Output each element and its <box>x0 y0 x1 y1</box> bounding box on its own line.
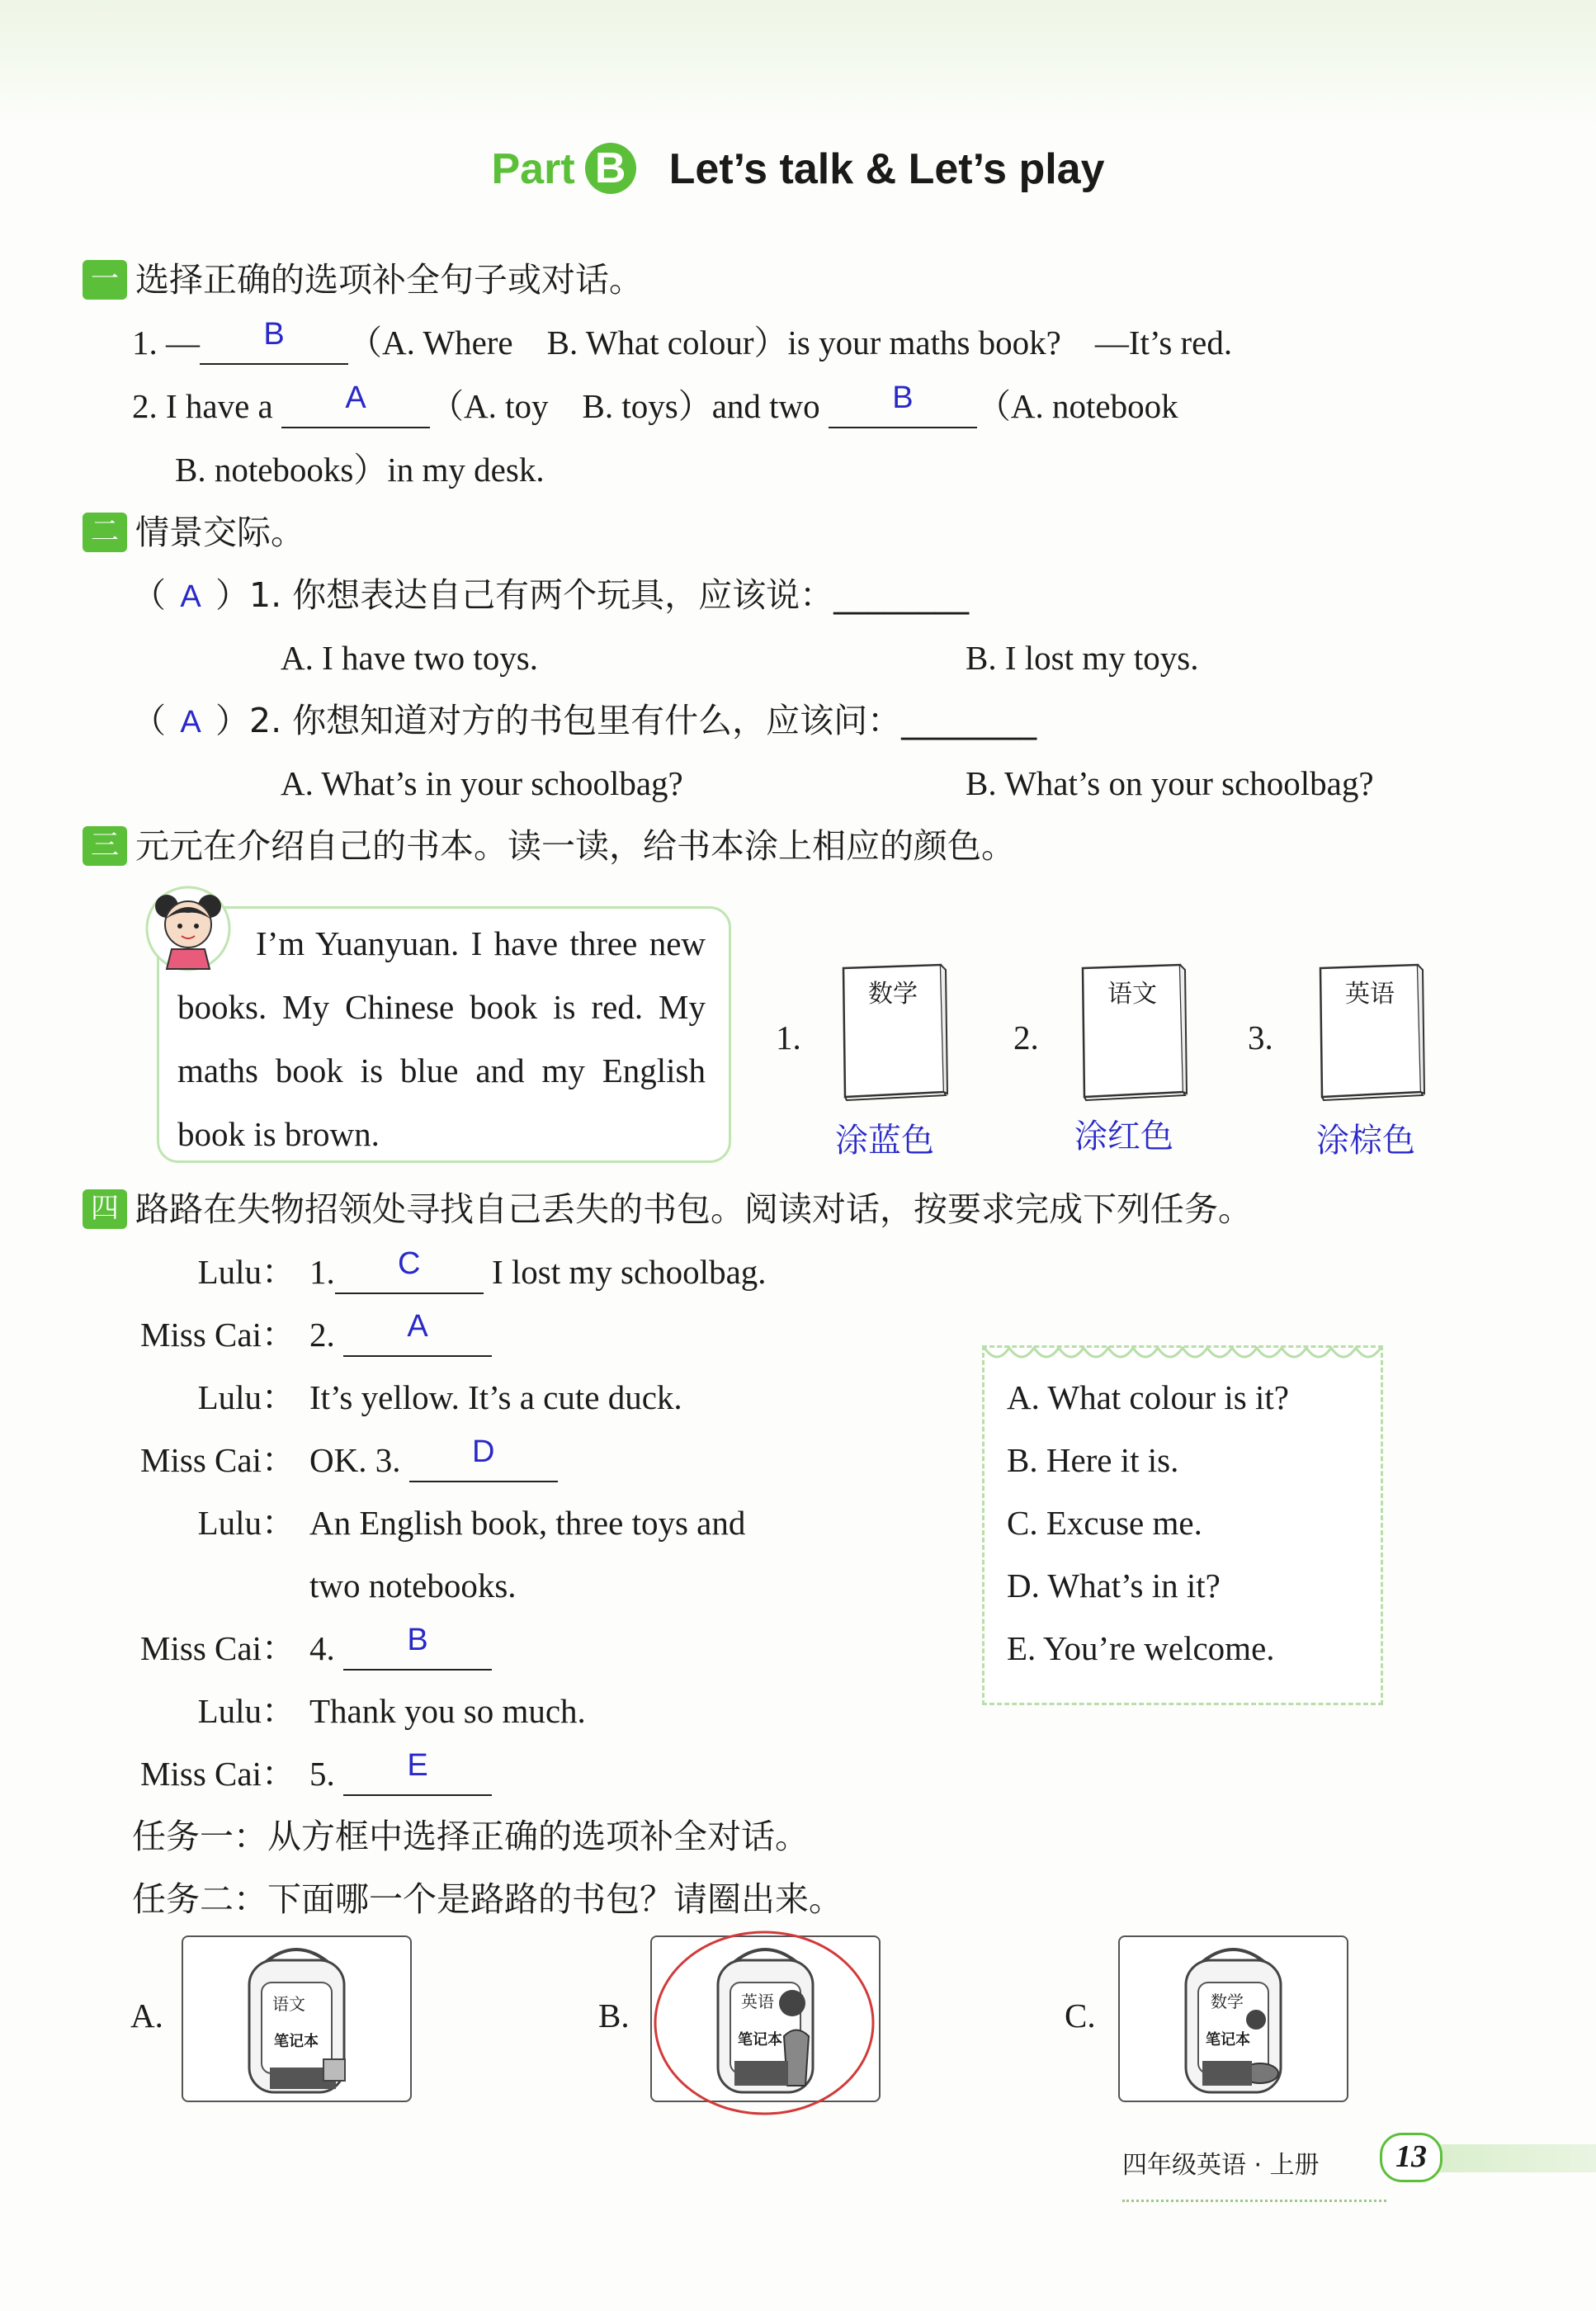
book-3-subject: 英语 <box>1345 980 1395 1009</box>
dialogue-speaker-7: Miss Cai： <box>140 1629 295 1667</box>
bag-b-book-text: 英语 <box>741 1992 774 2011</box>
dialogue-answer-5: E <box>407 1748 428 1783</box>
dialogue-blank-5[interactable] <box>343 1748 492 1796</box>
book-2-number: 2. <box>1013 1018 1039 1056</box>
book-1-color-label: 涂蓝色 <box>835 1122 934 1160</box>
dialogue-2-number: 2. <box>309 1316 335 1354</box>
section-3-number: 三 <box>83 826 127 866</box>
s1-q2-blank-1[interactable] <box>281 380 430 428</box>
book-2-subject: 语文 <box>1107 980 1157 1009</box>
math-book[interactable] <box>835 962 951 1102</box>
s1-q1-prefix: 1. — <box>132 324 200 362</box>
book-2-color-label: 涂红色 <box>1074 1118 1173 1156</box>
dialogue-speaker-8: Lulu： <box>197 1692 295 1730</box>
dialogue-answer-2: A <box>407 1309 428 1344</box>
bag-c-label: C. <box>1065 1997 1096 2035</box>
dialogue-line-7 <box>309 1623 492 1671</box>
option-a: A. What colour is it? <box>1007 1378 1289 1416</box>
footer-divider <box>1122 2200 1386 2202</box>
bag-option-a[interactable] <box>182 1935 412 2102</box>
option-e: E. You’re welcome. <box>1007 1629 1275 1667</box>
s2-q2-text: ）2. 你想知道对方的书包里有什么，应该问：________ <box>215 701 1037 740</box>
page-title <box>0 144 1596 197</box>
section-4-heading <box>83 1187 1252 1231</box>
book-1-subject: 数学 <box>868 980 918 1009</box>
s1-q2-prefix: 2. I have a <box>132 387 273 425</box>
s2-q1-text: ）1. 你想表达自己有两个玩具，应该说：________ <box>215 575 970 615</box>
bag-a-label: A. <box>130 1997 163 2035</box>
dialogue-line-3: It’s yellow. It’s a cute duck. <box>309 1378 682 1416</box>
bag-b-label: B. <box>598 1997 630 2035</box>
s1-q2-answer-1: A <box>345 380 366 415</box>
lesson-title: Let’s talk & Let’s play <box>668 145 1105 193</box>
dialogue-blank-1[interactable] <box>335 1246 484 1294</box>
s1-q2-continued: B. notebooks）in my desk. <box>175 451 545 489</box>
dialogue-speaker-3: Lulu： <box>197 1378 295 1416</box>
chinese-book[interactable] <box>1074 962 1190 1102</box>
s2-q2-paren: （ <box>132 701 166 740</box>
s2-q1-answer[interactable]: A <box>180 579 201 614</box>
dialogue-line-9 <box>309 1748 492 1796</box>
s2-q1-option-b: B. I lost my toys. <box>966 639 1199 677</box>
bag-c-book-text: 数学 <box>1211 1992 1244 2011</box>
section-1-number: 一 <box>83 260 127 300</box>
part-letter-badge: B <box>585 143 636 194</box>
dialogue-1-number: 1. <box>309 1253 335 1291</box>
answer-circle-icon <box>649 1927 881 2117</box>
dialogue-speaker-1: Lulu： <box>197 1253 295 1291</box>
bag-c-notebook-text: 笔记本 <box>1206 2031 1250 2049</box>
dialogue-answer-3: D <box>471 1434 495 1469</box>
dialogue-line-8: Thank you so much. <box>309 1692 586 1730</box>
bag-b-notebook-text: 笔记本 <box>738 2031 782 2049</box>
option-c: C. Excuse me. <box>1007 1504 1202 1542</box>
section-2-title: 情景交际。 <box>135 513 305 552</box>
s2-question-1 <box>132 573 969 617</box>
s2-question-2 <box>132 698 1036 743</box>
dialogue-speaker-4: Miss Cai： <box>140 1441 295 1479</box>
s1-q2-text: （A. notebook <box>976 387 1178 425</box>
section-4-number: 四 <box>83 1189 127 1229</box>
part-label: Part <box>491 145 575 193</box>
option-b: B. Here it is. <box>1007 1441 1179 1479</box>
dialogue-speaker-5: Lulu： <box>197 1504 295 1542</box>
dialogue-line-5: An English book, three toys and <box>309 1504 746 1542</box>
book-3-number: 3. <box>1248 1018 1273 1056</box>
s2-q2-answer[interactable]: A <box>180 705 201 740</box>
section-2-number: 二 <box>83 513 127 552</box>
s1-question-1 <box>132 317 1233 365</box>
s2-q1-paren: （ <box>132 575 166 615</box>
s1-q2-blank-2[interactable] <box>829 380 977 428</box>
bag-option-c[interactable] <box>1118 1935 1348 2102</box>
book-3-color-label: 涂棕色 <box>1316 1122 1415 1160</box>
page-number: 13 <box>1380 2133 1443 2182</box>
dialogue-answer-4: B <box>407 1623 428 1657</box>
task-2: 任务二：下面哪一个是路路的书包？请圈出来。 <box>132 1879 843 1919</box>
dialogue-line-4 <box>309 1434 558 1482</box>
s1-q1-text: （A. Where B. What colour）is your maths book? —It’s red. <box>348 324 1233 362</box>
dialogue-4-text: OK. 3. <box>309 1441 401 1479</box>
scallop-border-icon <box>985 1346 1381 1364</box>
section-1-heading <box>83 258 643 302</box>
dialogue-answer-1: C <box>398 1246 421 1281</box>
header-band <box>0 0 1596 124</box>
s1-q1-blank[interactable] <box>200 317 348 365</box>
s2-q2-option-b: B. What’s on your schoolbag? <box>966 764 1374 802</box>
s2-q1-option-a: A. I have two toys. <box>281 639 539 677</box>
book-1-number: 1. <box>776 1018 801 1056</box>
s1-q2-answer-2: B <box>892 380 914 415</box>
dialogue-blank-2[interactable] <box>343 1309 492 1357</box>
dialogue-9-number: 5. <box>309 1755 335 1793</box>
s1-q2-middle: （A. toy B. toys）and two <box>430 387 820 425</box>
s1-q1-answer: B <box>263 317 285 352</box>
dialogue-7-number: 4. <box>309 1629 335 1667</box>
dialogue-speaker-2: Miss Cai： <box>140 1316 295 1354</box>
section-3-title: 元元在介绍自己的书本。读一读，给书本涂上相应的颜色。 <box>135 826 1015 866</box>
section-3-heading <box>83 824 1015 868</box>
section-1-title: 选择正确的选项补全句子或对话。 <box>135 260 643 300</box>
dialogue-line-6: two notebooks. <box>309 1567 517 1604</box>
s1-question-2 <box>132 380 1178 428</box>
dialogue-blank-3[interactable] <box>409 1434 558 1482</box>
dialogue-speaker-9: Miss Cai： <box>140 1755 295 1793</box>
section-4-title: 路路在失物招领处寻找自己丢失的书包。阅读对话，按要求完成下列任务。 <box>135 1189 1252 1229</box>
task-1: 任务一：从方框中选择正确的选项补全对话。 <box>132 1817 809 1856</box>
bag-a-book-text: 语文 <box>272 1994 305 2014</box>
option-d: D. What’s in it? <box>1007 1567 1221 1604</box>
s2-q2-option-a: A. What’s in your schoolbag? <box>281 764 683 802</box>
backpack-icon <box>183 1937 410 2101</box>
section-2-heading <box>83 510 305 555</box>
english-book[interactable] <box>1312 962 1428 1102</box>
bag-a-notebook-text: 笔记本 <box>274 2033 319 2050</box>
footer-book-title: 四年级英语 · 上册 <box>1122 2151 1320 2180</box>
passage-text: I’m Yuanyuan. I have three new books. My Chinese book is red. My maths book is blue and my English book is brown. <box>177 924 706 1153</box>
dialogue-line-2 <box>309 1309 492 1357</box>
dialogue-1-text: I lost my schoolbag. <box>483 1253 767 1291</box>
dialogue-line-1 <box>309 1246 767 1294</box>
backpack-icon <box>1120 1937 1347 2101</box>
dialogue-blank-4[interactable] <box>343 1623 492 1671</box>
